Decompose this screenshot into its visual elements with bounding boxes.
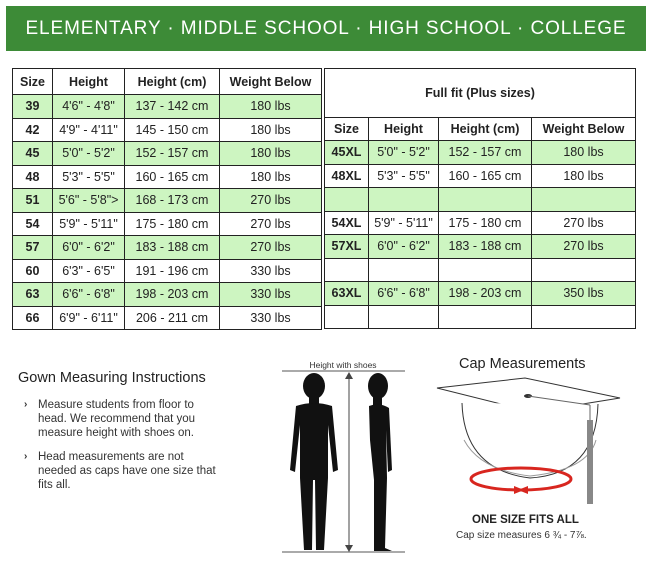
height-cm-cell: 137 - 142 cm	[125, 95, 220, 119]
height-cell: 6'0" - 6'2"	[53, 236, 125, 260]
height-cm-cell: 183 - 188 cm	[439, 235, 532, 259]
height-cell: 5'0" - 5'2"	[369, 141, 439, 165]
size-cell: 66	[13, 306, 53, 330]
height-cm-cell: 191 - 196 cm	[125, 259, 220, 283]
chevron-right-icon: ›	[24, 451, 28, 462]
height-cm-cell: 183 - 188 cm	[125, 236, 220, 260]
figure-label: Height with shoes	[309, 360, 377, 370]
weight-cell: 330 lbs	[220, 306, 322, 330]
height-cm-cell: 175 - 180 cm	[125, 212, 220, 236]
height-cell: 6'9" - 6'11"	[53, 306, 125, 330]
height-cell: 5'9" - 5'11"	[369, 211, 439, 235]
height-cm-cell: 145 - 150 cm	[125, 118, 220, 142]
header-weight: Weight Below	[532, 117, 636, 141]
size-cell: 48XL	[325, 164, 369, 188]
height-cm-cell: 175 - 180 cm	[439, 211, 532, 235]
weight-cell: 180 lbs	[220, 118, 322, 142]
instruction-text: Head measurements are not needed as caps have one size that fits all.	[38, 451, 216, 491]
header-height: Height	[53, 69, 125, 95]
height-cm-cell: 168 - 173 cm	[125, 189, 220, 213]
size-cell: 63XL	[325, 282, 369, 306]
chevron-right-icon: ›	[24, 399, 28, 410]
header-height: Height	[369, 117, 439, 141]
page-banner: ELEMENTARY · MIDDLE SCHOOL · HIGH SCHOOL · COLLEGE	[6, 6, 646, 51]
height-cm-cell: 206 - 211 cm	[125, 306, 220, 330]
size-cell: 57XL	[325, 235, 369, 259]
height-cell: 4'9" - 4'11"	[53, 118, 125, 142]
size-cell: 39	[13, 95, 53, 119]
weight-cell: 180 lbs	[532, 141, 636, 165]
weight-cell: 180 lbs	[220, 165, 322, 189]
instruction-text: Measure students from floor to head. We recommend that you measure height with shoes on.	[38, 399, 196, 439]
height-cell: 5'3" - 5'5"	[369, 164, 439, 188]
height-cell: 5'9" - 5'11"	[53, 212, 125, 236]
cap-title: Cap Measurements	[459, 356, 586, 372]
weight-cell: 270 lbs	[220, 212, 322, 236]
weight-cell: 270 lbs	[532, 235, 636, 259]
weight-cell: 180 lbs	[532, 164, 636, 188]
height-cell: 5'0" - 5'2"	[53, 142, 125, 166]
size-cell: 60	[13, 259, 53, 283]
height-cell: 5'3" - 5'5"	[53, 165, 125, 189]
size-cell: 54	[13, 212, 53, 236]
height-cell: 6'6" - 6'8"	[369, 282, 439, 306]
height-cell: 6'6" - 6'8"	[53, 283, 125, 307]
weight-cell: 270 lbs	[532, 211, 636, 235]
height-cm-cell: 160 - 165 cm	[439, 164, 532, 188]
header-height-cm: Height (cm)	[439, 117, 532, 141]
header-weight: Weight Below	[220, 69, 322, 95]
weight-cell: 270 lbs	[220, 236, 322, 260]
weight-cell: 270 lbs	[220, 189, 322, 213]
size-cell: 48	[13, 165, 53, 189]
height-cm-cell: 160 - 165 cm	[125, 165, 220, 189]
header-size: Size	[13, 69, 53, 95]
tassel-icon	[587, 420, 593, 504]
size-cell: 57	[13, 236, 53, 260]
graduation-cap-icon	[437, 378, 620, 504]
plus-title: Full fit (Plus sizes)	[325, 69, 636, 118]
header-size: Size	[325, 117, 369, 141]
header-height-cm: Height (cm)	[125, 69, 220, 95]
weight-cell: 330 lbs	[220, 259, 322, 283]
height-cm-cell: 198 - 203 cm	[439, 282, 532, 306]
instructions-title: Gown Measuring Instructions	[18, 370, 206, 386]
cap-size-note: Cap size measures 6 ¾ - 7⅞.	[456, 530, 587, 541]
height-cm-cell: 152 - 157 cm	[125, 142, 220, 166]
one-size-label: ONE SIZE FITS ALL	[472, 514, 579, 526]
size-cell: 63	[13, 283, 53, 307]
size-cell: 51	[13, 189, 53, 213]
height-cm-cell: 198 - 203 cm	[125, 283, 220, 307]
height-cell: 4'6" - 4'8"	[53, 95, 125, 119]
weight-cell: 330 lbs	[220, 283, 322, 307]
height-cell: 5'6" - 5'8">	[53, 189, 125, 213]
weight-cell: 180 lbs	[220, 95, 322, 119]
size-cell: 42	[13, 118, 53, 142]
height-cell: 6'3" - 6'5"	[53, 259, 125, 283]
height-cm-cell: 152 - 157 cm	[439, 141, 532, 165]
weight-cell: 350 lbs	[532, 282, 636, 306]
weight-cell: 180 lbs	[220, 142, 322, 166]
size-cell: 45XL	[325, 141, 369, 165]
size-cell: 54XL	[325, 211, 369, 235]
height-cell: 6'0" - 6'2"	[369, 235, 439, 259]
size-cell: 45	[13, 142, 53, 166]
